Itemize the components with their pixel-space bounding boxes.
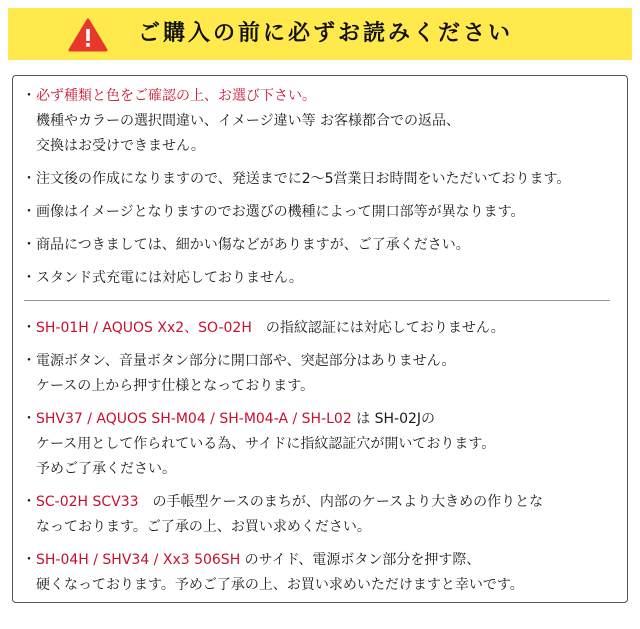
notice-item (16, 548, 624, 598)
notice-text: 電源ボタン、音量ボタン部分に開口部や、突起部分はありません。 (36, 353, 456, 369)
bullet-mark: ・ (22, 88, 36, 104)
notice-line: 注文後の作成になりますので、発送までに2〜5営業日お時間をいただいております。 (36, 171, 571, 187)
model-names: SC-02H SCV33 (36, 494, 139, 510)
notice-lead: 必ず種類と色をご確認の上、お選び下さい。 (36, 88, 316, 104)
notice-text: は SH-02Jの (351, 411, 436, 427)
notice-line: スタンド式充電には対応しておりません。 (36, 270, 303, 286)
bullet-mark: ・ (22, 494, 36, 510)
banner-title: ご購入の前に必ずお読みください (138, 21, 514, 46)
bullet-mark: ・ (22, 353, 36, 369)
notice-line: 交換はお受けできません。 (36, 138, 205, 154)
section-divider (24, 300, 610, 301)
bullet-mark: ・ (22, 270, 36, 286)
bullet-mark: ・ (22, 552, 36, 568)
bullet-mark: ・ (22, 320, 36, 336)
bullet-mark: ・ (22, 411, 36, 427)
model-names: SH-04H / SHV34 / Xx3 506SH (36, 552, 241, 568)
notice-item (16, 84, 624, 159)
notice-text: のサイド、電源ボタン部分を押す際、 (240, 552, 481, 568)
notice-line: ケースの上から押す仕様となっております。 (36, 378, 315, 394)
notice-item (16, 266, 624, 291)
notice-line: なっております。ご了承の上、お買い求めください。 (36, 519, 371, 535)
purchase-notes-list (16, 84, 624, 299)
notice-item (16, 167, 624, 192)
notice-item (16, 316, 624, 341)
notice-item (16, 349, 624, 399)
warning-icon (68, 18, 108, 52)
bullet-mark: ・ (22, 204, 36, 220)
notice-line: 画像はイメージとなりますのでお選びの機種によって開口部等が異なります。 (36, 204, 525, 220)
notice-item (16, 407, 624, 482)
bullet-mark: ・ (22, 171, 36, 187)
notice-item (16, 233, 624, 258)
model-names: SH-01H / AQUOS Xx2、SO-02H (36, 320, 252, 336)
model-names: SHV37 / AQUOS SH-M04 / SH-M04-A / SH-L02 (36, 411, 352, 427)
warning-banner (8, 8, 632, 60)
notice-line: 硬くなっております。予めご了承の上、お買い求めいただけますと幸いです。 (36, 577, 524, 593)
notice-line: 商品につきましては、細かい傷などがありますが、ご了承ください。 (36, 237, 470, 253)
bullet-mark: ・ (22, 237, 36, 253)
notice-line: 機種やカラーの選択間違い、イメージ違い等 お客様都合での返品、 (36, 113, 461, 129)
notice-item (16, 490, 624, 540)
compatibility-notes-list (16, 316, 624, 606)
notice-line: 予めご了承ください。 (36, 461, 176, 477)
notice-line: ケース用として作られている為、サイドに指紋認証穴が開いております。 (36, 436, 496, 452)
notice-text: の手帳型ケースのまちが、内部のケースより大きめの作りとな (138, 494, 544, 510)
notice-item (16, 200, 624, 225)
notice-text: の指紋認証には対応しておりません。 (251, 320, 505, 336)
